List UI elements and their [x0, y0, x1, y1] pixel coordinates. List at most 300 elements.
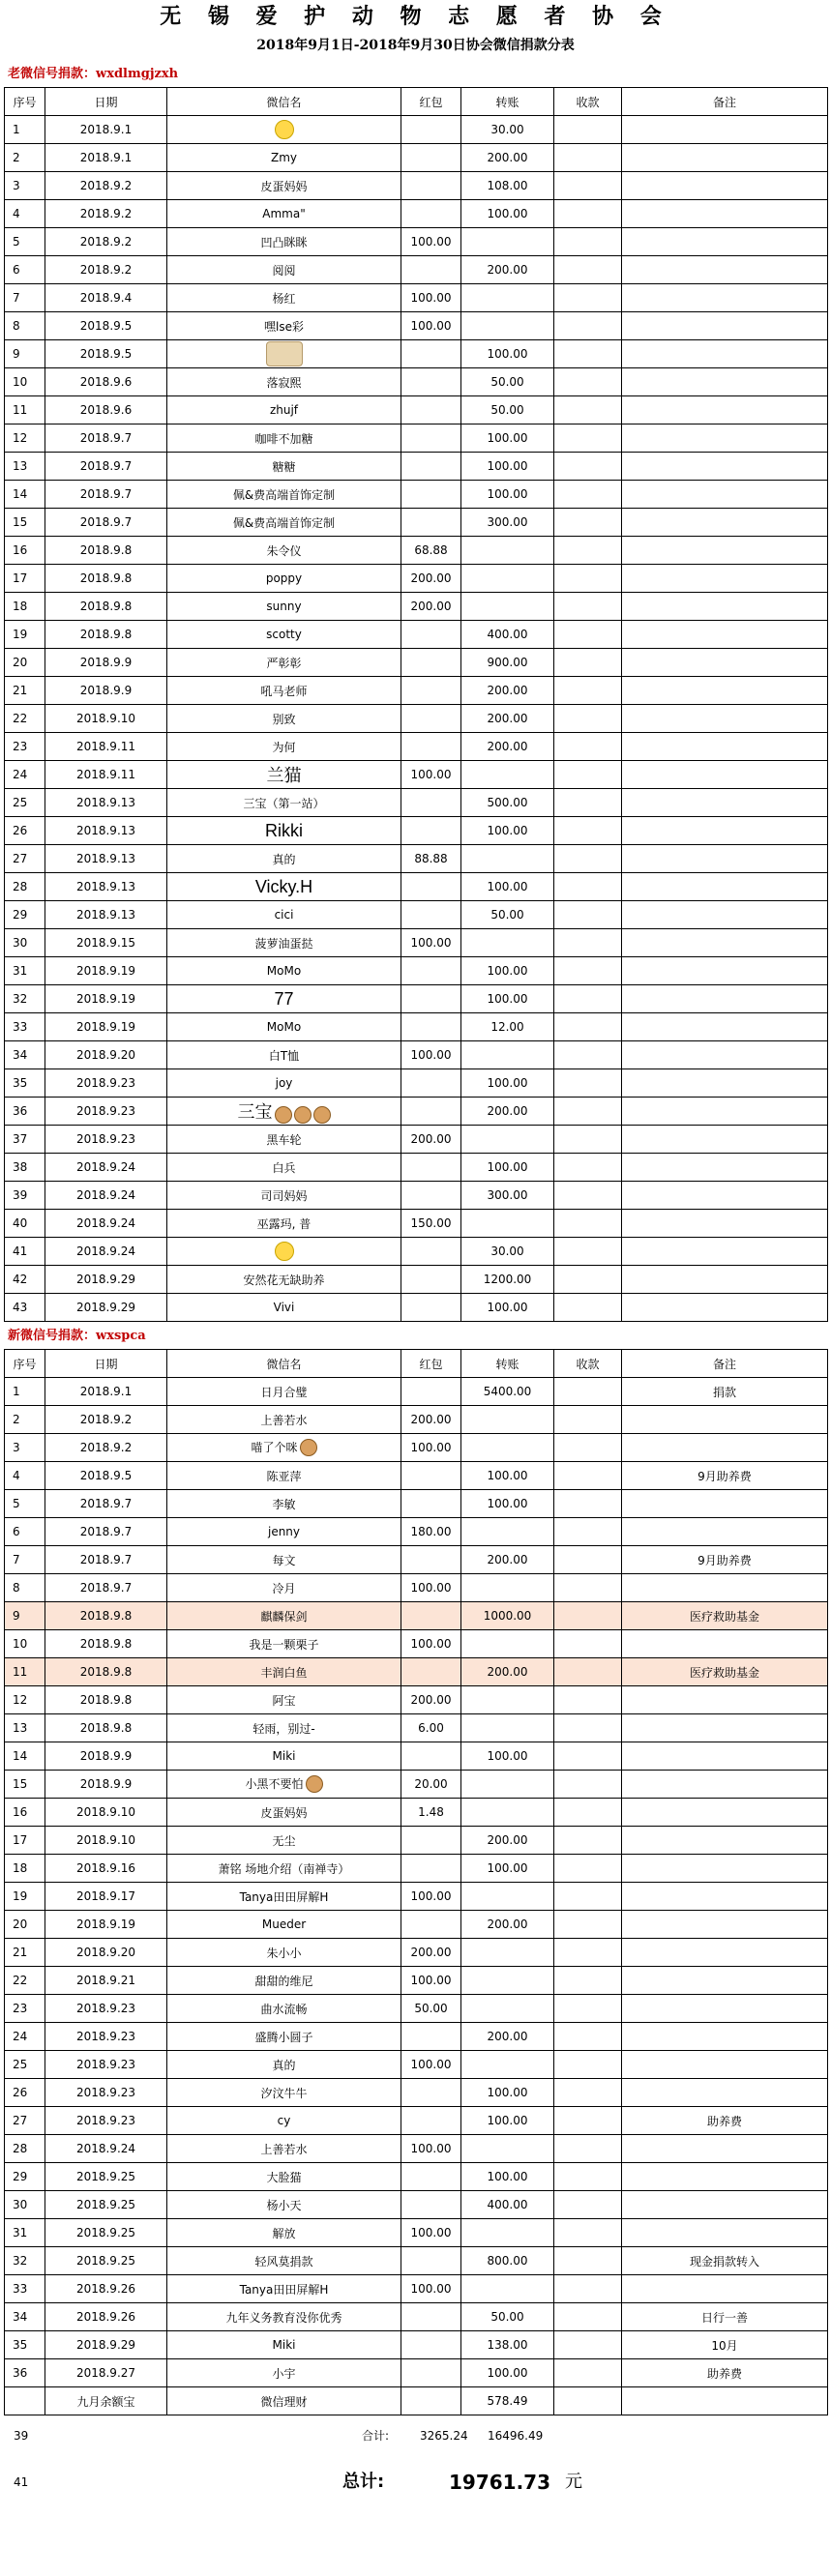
row-hongbao: [401, 1911, 461, 1939]
row-note: [622, 1098, 828, 1126]
row-note: [622, 1406, 828, 1434]
row-note: [622, 1434, 828, 1462]
table-row: [5, 1574, 828, 1602]
row-note: [622, 873, 828, 901]
row-note: [622, 1799, 828, 1827]
table-row: [5, 2079, 828, 2107]
row-number: 12: [5, 1686, 45, 1714]
wechat-name-text: 阅阅: [272, 263, 296, 278]
row-wechat-name: [167, 2051, 401, 2079]
row-wechat-name: [167, 1154, 401, 1182]
table-header-row: [5, 88, 828, 116]
row-date: 2018.9.7: [45, 481, 167, 509]
row-wechat-name: [167, 2303, 401, 2331]
row-wechat-name: [167, 396, 401, 424]
row-wechat-name: [167, 2247, 401, 2275]
row-hongbao: 100.00: [401, 2135, 461, 2163]
row-number: 36: [5, 1098, 45, 1126]
row-receipt: [554, 116, 622, 144]
row-transfer: [461, 1434, 554, 1462]
row-wechat-name: [167, 537, 401, 565]
col-date-header: 日期: [45, 88, 167, 116]
row-note: [622, 901, 828, 929]
row-number: 38: [5, 1154, 45, 1182]
row-transfer: 50.00: [461, 368, 554, 396]
row-receipt: [554, 1434, 622, 1462]
row-receipt: [554, 1855, 622, 1883]
row-transfer: [461, 593, 554, 621]
row-hongbao: [401, 1238, 461, 1266]
row-hongbao: [401, 1827, 461, 1855]
row-transfer: 200.00: [461, 2023, 554, 2051]
row-note: [622, 649, 828, 677]
row-hongbao: [401, 2079, 461, 2107]
row-note: [622, 1182, 828, 1210]
row-transfer: 5400.00: [461, 1378, 554, 1406]
row-date: 2018.9.19: [45, 1911, 167, 1939]
table-row: [5, 424, 828, 453]
row-receipt: [554, 957, 622, 985]
row-hongbao: [401, 985, 461, 1013]
row-note: [622, 2023, 828, 2051]
table-row: [5, 677, 828, 705]
row-hongbao: [401, 873, 461, 901]
row-transfer: 100.00: [461, 1742, 554, 1771]
row-wechat-name: [167, 1939, 401, 1967]
row-hongbao: [401, 340, 461, 368]
row-transfer: 300.00: [461, 1182, 554, 1210]
row-receipt: [554, 453, 622, 481]
row-hongbao: [401, 2331, 461, 2359]
row-transfer: 50.00: [461, 396, 554, 424]
row-wechat-name: [167, 1911, 401, 1939]
row-hongbao: 100.00: [401, 1967, 461, 1995]
row-number: 8: [5, 312, 45, 340]
row-hongbao: 200.00: [401, 1939, 461, 1967]
table-row: [5, 1686, 828, 1714]
row-date: 2018.9.25: [45, 2163, 167, 2191]
row-wechat-name: [167, 1630, 401, 1658]
row-transfer: 200.00: [461, 677, 554, 705]
row-wechat-name: [167, 1742, 401, 1771]
row-date: 2018.9.9: [45, 1742, 167, 1771]
row-receipt: [554, 1238, 622, 1266]
wechat-name-text: cici: [274, 908, 294, 922]
row-receipt: [554, 1714, 622, 1742]
row-wechat-name: [167, 481, 401, 509]
row-note: 助养费: [622, 2107, 828, 2135]
row-date: 2018.9.1: [45, 144, 167, 172]
row-hongbao: [401, 2191, 461, 2219]
row-transfer: [461, 284, 554, 312]
row-number: 19: [5, 621, 45, 649]
row-note: [622, 1518, 828, 1546]
row-date: 2018.9.2: [45, 172, 167, 200]
row-number: 5: [5, 228, 45, 256]
row-receipt: [554, 677, 622, 705]
table-row: [5, 256, 828, 284]
table-row: [5, 340, 828, 368]
table-row: [5, 845, 828, 873]
row-number: 6: [5, 1518, 45, 1546]
table-row: [5, 1546, 828, 1574]
row-date: 2018.9.10: [45, 705, 167, 733]
wechat-name-text: 每文: [272, 1553, 296, 1567]
row-number: 22: [5, 1967, 45, 1995]
col-note-header: 备注: [622, 88, 828, 116]
row-receipt: [554, 2135, 622, 2163]
row-receipt: [554, 1799, 622, 1827]
row-note: [622, 1939, 828, 1967]
table-row: [5, 1098, 828, 1126]
wechat-name-text: 丰润白鱼: [260, 1665, 308, 1680]
row-number: 21: [5, 1939, 45, 1967]
row-number: 23: [5, 733, 45, 761]
row-note: [622, 1154, 828, 1182]
row-hongbao: [401, 116, 461, 144]
row-number: 35: [5, 1069, 45, 1098]
new-donation-table: [4, 1349, 828, 2415]
row-hongbao: [401, 957, 461, 985]
row-receipt: [554, 2163, 622, 2191]
row-note: [622, 1126, 828, 1154]
row-wechat-name: [167, 565, 401, 593]
row-hongbao: [401, 2303, 461, 2331]
row-wechat-name: [167, 1883, 401, 1911]
row-date: 2018.9.10: [45, 1799, 167, 1827]
table-row: [5, 1069, 828, 1098]
wechat-name-text: 为何: [272, 740, 296, 754]
row-note: [622, 1630, 828, 1658]
row-note: [622, 1210, 828, 1238]
row-transfer: 200.00: [461, 1827, 554, 1855]
row-note: [622, 144, 828, 172]
wechat-name-text: Rikki: [265, 820, 303, 840]
row-transfer: 200.00: [461, 1098, 554, 1126]
row-receipt: [554, 901, 622, 929]
row-date: 2018.9.4: [45, 284, 167, 312]
row-hongbao: 100.00: [401, 1574, 461, 1602]
row-transfer: 200.00: [461, 1658, 554, 1686]
wechat-name-text: 77: [274, 988, 294, 1009]
row-date: 2018.9.8: [45, 1686, 167, 1714]
wechat-name-text: jenny: [267, 1525, 301, 1538]
row-note: 9月助养费: [622, 1462, 828, 1490]
row-transfer: [461, 228, 554, 256]
row-hongbao: 68.88: [401, 537, 461, 565]
row-date: 2018.9.13: [45, 845, 167, 873]
row-number: 12: [5, 424, 45, 453]
row-hongbao: [401, 1546, 461, 1574]
row-hongbao: [401, 453, 461, 481]
row-hongbao: [401, 481, 461, 509]
row-date: 2018.9.8: [45, 565, 167, 593]
table-row: [5, 1995, 828, 2023]
row-receipt: [554, 172, 622, 200]
wechat-name-text: 白兵: [272, 1160, 296, 1175]
row-hongbao: [401, 1098, 461, 1126]
wechat-name-text: 皮蛋妈妈: [260, 179, 308, 193]
row-date: 2018.9.1: [45, 116, 167, 144]
wechat-name-text: 司司妈妈: [260, 1188, 308, 1203]
row-number: 4: [5, 1462, 45, 1490]
total-unit: 元: [565, 2472, 582, 2492]
row-number: 1: [5, 1378, 45, 1406]
row-wechat-name: [167, 172, 401, 200]
row-wechat-name: [167, 1658, 401, 1686]
row-transfer: [461, 1771, 554, 1799]
table-row: [5, 1013, 828, 1041]
wechat-name-text: 小宇: [272, 2366, 296, 2381]
row-receipt: [554, 1154, 622, 1182]
row-note: [622, 985, 828, 1013]
wechat-name-text: 解放: [272, 2226, 296, 2240]
row-wechat-name: [167, 200, 401, 228]
row-date: 2018.9.29: [45, 2331, 167, 2359]
row-number: 3: [5, 172, 45, 200]
row-number: 36: [5, 2359, 45, 2387]
row-number: 13: [5, 1714, 45, 1742]
row-receipt: [554, 1518, 622, 1546]
row-wechat-name: [167, 1546, 401, 1574]
row-receipt: [554, 2107, 622, 2135]
row-date: 2018.9.11: [45, 733, 167, 761]
row-wechat-name: [167, 1714, 401, 1742]
row-hongbao: [401, 144, 461, 172]
row-transfer: 100.00: [461, 1294, 554, 1322]
row-transfer: [461, 1126, 554, 1154]
row-wechat-name: [167, 340, 401, 368]
row-receipt: [554, 1827, 622, 1855]
row-transfer: [461, 1939, 554, 1967]
row-hongbao: [401, 677, 461, 705]
row-note: 助养费: [622, 2359, 828, 2387]
row-receipt: [554, 2275, 622, 2303]
table-row: [5, 1658, 828, 1686]
row-date: 2018.9.26: [45, 2275, 167, 2303]
new-section-label: 新微信号捐款：wxspca: [8, 1329, 146, 1343]
row-receipt: [554, 2359, 622, 2387]
wechat-name-text: 糖糖: [272, 459, 296, 474]
row-wechat-name: [167, 1041, 401, 1069]
row-wechat-name: [167, 2107, 401, 2135]
row-number: 4: [5, 200, 45, 228]
table-row: [5, 2359, 828, 2387]
row-transfer: 200.00: [461, 256, 554, 284]
row-receipt: [554, 1574, 622, 1602]
row-number: 27: [5, 2107, 45, 2135]
wechat-name-text: 真的: [272, 852, 296, 866]
wechat-name-text: 吼马老师: [260, 684, 308, 698]
col-transfer-header: 转账: [461, 1350, 554, 1378]
row-date: 2018.9.25: [45, 2191, 167, 2219]
table-row: [5, 957, 828, 985]
row-note: [622, 1069, 828, 1098]
wechat-name-text: 兰猫: [266, 766, 302, 785]
row-hongbao: [401, 1658, 461, 1686]
row-note: 现金捐款转入: [622, 2247, 828, 2275]
wechat-name-text: 三宝（第一站）: [243, 796, 325, 810]
row-wechat-name: [167, 2079, 401, 2107]
wechat-name-text: Miki: [272, 1749, 296, 1763]
table-row: [5, 1210, 828, 1238]
row-note: [622, 705, 828, 733]
wechat-name-text: 杨红: [272, 291, 296, 306]
row-wechat-name: [167, 733, 401, 761]
wechat-name-text: 阿宝: [272, 1693, 296, 1708]
row-wechat-name: [167, 1855, 401, 1883]
row-wechat-name: [167, 789, 401, 817]
row-receipt: [554, 2247, 622, 2275]
row-hongbao: [401, 649, 461, 677]
row-transfer: 50.00: [461, 2303, 554, 2331]
row-hongbao: [401, 1742, 461, 1771]
row-wechat-name: [167, 368, 401, 396]
row-note: [622, 845, 828, 873]
row-wechat-name: [167, 2331, 401, 2359]
wechat-name-text: 菠萝油蛋挞: [254, 936, 313, 951]
row-date: 2018.9.23: [45, 1126, 167, 1154]
table-row: [5, 2219, 828, 2247]
row-note: [622, 565, 828, 593]
row-number: 40: [5, 1210, 45, 1238]
summary-row: [4, 2421, 827, 2450]
row-number: 28: [5, 2135, 45, 2163]
row-date: 2018.9.7: [45, 509, 167, 537]
row-date: 2018.9.10: [45, 1827, 167, 1855]
row-note: [622, 1013, 828, 1041]
row-note: [622, 1686, 828, 1714]
row-number: 32: [5, 985, 45, 1013]
row-number: 26: [5, 2079, 45, 2107]
row-receipt: [554, 1041, 622, 1069]
row-note: [622, 340, 828, 368]
table-row: [5, 873, 828, 901]
wechat-name-text: 麒麟保剑: [260, 1609, 308, 1624]
row-receipt: [554, 340, 622, 368]
row-number: 26: [5, 817, 45, 845]
row-receipt: [554, 1546, 622, 1574]
table-row: [5, 396, 828, 424]
row-hongbao: [401, 1266, 461, 1294]
row-wechat-name: [167, 2219, 401, 2247]
row-receipt: [554, 1126, 622, 1154]
table-row: [5, 761, 828, 789]
row-note: [622, 2051, 828, 2079]
row-number: 9: [5, 1602, 45, 1630]
row-date: 2018.9.23: [45, 2079, 167, 2107]
row-transfer: 100.00: [461, 957, 554, 985]
col-number-header: 序号: [5, 1350, 45, 1378]
row-date: 2018.9.5: [45, 312, 167, 340]
row-date: 2018.9.24: [45, 1182, 167, 1210]
row-number: 28: [5, 873, 45, 901]
row-wechat-name: [167, 2023, 401, 2051]
row-transfer: 138.00: [461, 2331, 554, 2359]
row-number: 19: [5, 1883, 45, 1911]
row-receipt: [554, 1883, 622, 1911]
row-date: 2018.9.13: [45, 873, 167, 901]
wechat-name-text: 小黑不要怕: [245, 1776, 304, 1791]
row-receipt: [554, 368, 622, 396]
row-wechat-name: [167, 424, 401, 453]
table-row: [5, 1434, 828, 1462]
row-number: 32: [5, 2247, 45, 2275]
col-number-header: 序号: [5, 88, 45, 116]
row-note: [622, 2135, 828, 2163]
row-number: 6: [5, 256, 45, 284]
row-wechat-name: [167, 1266, 401, 1294]
col-transfer-header: 转账: [461, 88, 554, 116]
row-note: [622, 1490, 828, 1518]
row-wechat-name: [167, 1518, 401, 1546]
row-wechat-name: [167, 2275, 401, 2303]
wechat-name-text: Zmy: [270, 151, 297, 164]
row-transfer: 200.00: [461, 1911, 554, 1939]
row-hongbao: [401, 901, 461, 929]
row-note: [622, 957, 828, 985]
total-row-number: 41: [14, 2475, 29, 2489]
row-wechat-name: [167, 1602, 401, 1630]
row-wechat-name: [167, 677, 401, 705]
table-row: [5, 1518, 828, 1546]
row-wechat-name: [167, 453, 401, 481]
row-note: [622, 1238, 828, 1266]
row-transfer: 100.00: [461, 1154, 554, 1182]
row-transfer: [461, 761, 554, 789]
row-note: [622, 1883, 828, 1911]
wechat-name-text: 朱小小: [266, 1946, 302, 1960]
table-row: [5, 1855, 828, 1883]
col-wechat-name-header: 微信名: [167, 1350, 401, 1378]
row-date: 2018.9.19: [45, 957, 167, 985]
row-date: 2018.9.27: [45, 2359, 167, 2387]
row-number: 25: [5, 789, 45, 817]
row-note: [622, 537, 828, 565]
row-hongbao: 150.00: [401, 1210, 461, 1238]
table-row: [5, 2247, 828, 2275]
row-wechat-name: [167, 1490, 401, 1518]
row-number: 14: [5, 1742, 45, 1771]
row-hongbao: [401, 733, 461, 761]
row-receipt: [554, 985, 622, 1013]
row-hongbao: 100.00: [401, 1630, 461, 1658]
row-note: 医疗救助基金: [622, 1602, 828, 1630]
wechat-name-text: 安然花无缺助养: [243, 1273, 325, 1287]
row-transfer: [461, 1967, 554, 1995]
row-hongbao: [401, 817, 461, 845]
row-note: [622, 1041, 828, 1069]
row-receipt: [554, 2023, 622, 2051]
row-transfer: 1200.00: [461, 1266, 554, 1294]
table-row: [5, 368, 828, 396]
table-row: [5, 284, 828, 312]
wechat-name-text: zhujf: [269, 403, 299, 417]
row-wechat-name: [167, 509, 401, 537]
row-note: [622, 312, 828, 340]
row-date: 2018.9.8: [45, 593, 167, 621]
row-wechat-name: [167, 845, 401, 873]
row-transfer: 100.00: [461, 1490, 554, 1518]
row-number: 31: [5, 957, 45, 985]
row-receipt: [554, 396, 622, 424]
row-note: [622, 1742, 828, 1771]
table-row: [5, 705, 828, 733]
old-section-label: 老微信号捐款：wxdlmgjzxh: [8, 67, 179, 81]
row-hongbao: 100.00: [401, 1883, 461, 1911]
row-transfer: 200.00: [461, 705, 554, 733]
row-date: 2018.9.23: [45, 1995, 167, 2023]
